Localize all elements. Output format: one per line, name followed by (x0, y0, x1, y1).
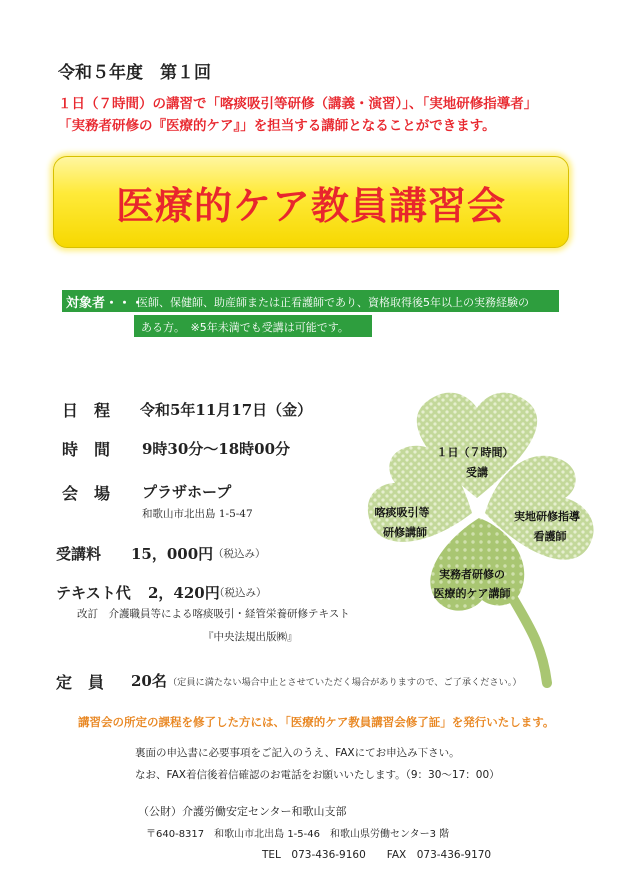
venue-label: 会 場 (62, 484, 111, 503)
clover-right-line2: 看護師 (533, 530, 567, 543)
clover-top-line2: 受講 (466, 466, 488, 479)
text-tax: （税込み） (214, 587, 267, 599)
banner-title: 医療的ケア教員講習会 (115, 183, 506, 228)
date-label: 日 程 (62, 401, 111, 420)
organization-address: 〒640-8317 和歌山市北出島 1-5-46 和歌山県労働センター3 階 (146, 829, 450, 840)
time-label: 時 間 (62, 440, 111, 459)
target-line-1: 医師、保健師、助産師または正看護師であり、資格取得後5年以上の実務経験の (137, 296, 529, 309)
apply-line-1: 裏面の申込書に必要事項をご記入のうえ、FAXにてお申込み下さい。 (135, 747, 460, 759)
fee-label: 受講料 (56, 545, 102, 563)
session-title: 令和５年度 第１回 (58, 63, 211, 83)
clover-top-line1: １日（７時間） (436, 446, 514, 459)
clover-bottom-line1: 実務者研修の (439, 568, 505, 581)
text-value: 2，420円 (148, 584, 220, 602)
clover-left-line2: 研修講師 (383, 526, 427, 539)
clover-right-line1: 実地研修指導 (514, 510, 580, 523)
text-label: テキスト代 (56, 584, 131, 602)
venue-value: プラザホープ (142, 483, 232, 501)
title-banner (53, 156, 569, 248)
clover-stem (507, 588, 547, 683)
contact-tel-fax: TEL 073-436-9160 FAX 073-436-9170 (262, 849, 492, 861)
clover-illustration (357, 378, 607, 688)
capacity-value: 20名 (131, 672, 167, 690)
clover-bottom-line2: 医療的ケア講師 (433, 587, 511, 600)
target-line-2: ある方。 ※5年未満でも受講は可能です。 (141, 321, 349, 334)
fee-value: 15，000円 (131, 545, 214, 563)
text-publisher: 『中央法規出版㈱』 (203, 631, 298, 643)
fee-tax: （税込み） (213, 548, 266, 560)
text-title: 改訂 介護職員等による喀痰吸引・経管栄養研修テキスト (77, 608, 350, 620)
target-label: 対象者・・・ (66, 296, 145, 311)
intro-line-2: 「実務者研修の『医療的ケア』」を担当する講師となることができます。 (58, 118, 496, 134)
time-value: 9時30分～18時00分 (142, 440, 291, 458)
capacity-label: 定 員 (56, 673, 105, 692)
intro-line-1: １日（７時間）の講習で「喀痰吸引等研修（講義・演習）」、「実地研修指導者」 (58, 96, 538, 112)
completion-note: 講習会の所定の課程を修了した方には、「医療的ケア教員講習会修了証」を発行いたします。 (78, 715, 555, 729)
apply-line-2: なお、FAX着信後着信確認のお電話をお願いいたします。（9：30～17：00） (135, 769, 500, 781)
venue-address: 和歌山市北出島 1-5-47 (142, 508, 253, 520)
capacity-note: （定員に満たない場合中止とさせていただく場合がありますので、ご了承ください。） (168, 677, 522, 688)
clover-left-line1: 喀痰吸引等 (374, 506, 430, 519)
date-value: 令和5年11月17日（金） (140, 401, 313, 419)
organization-name: （公財）介護労働安定センター和歌山支部 (138, 805, 347, 818)
